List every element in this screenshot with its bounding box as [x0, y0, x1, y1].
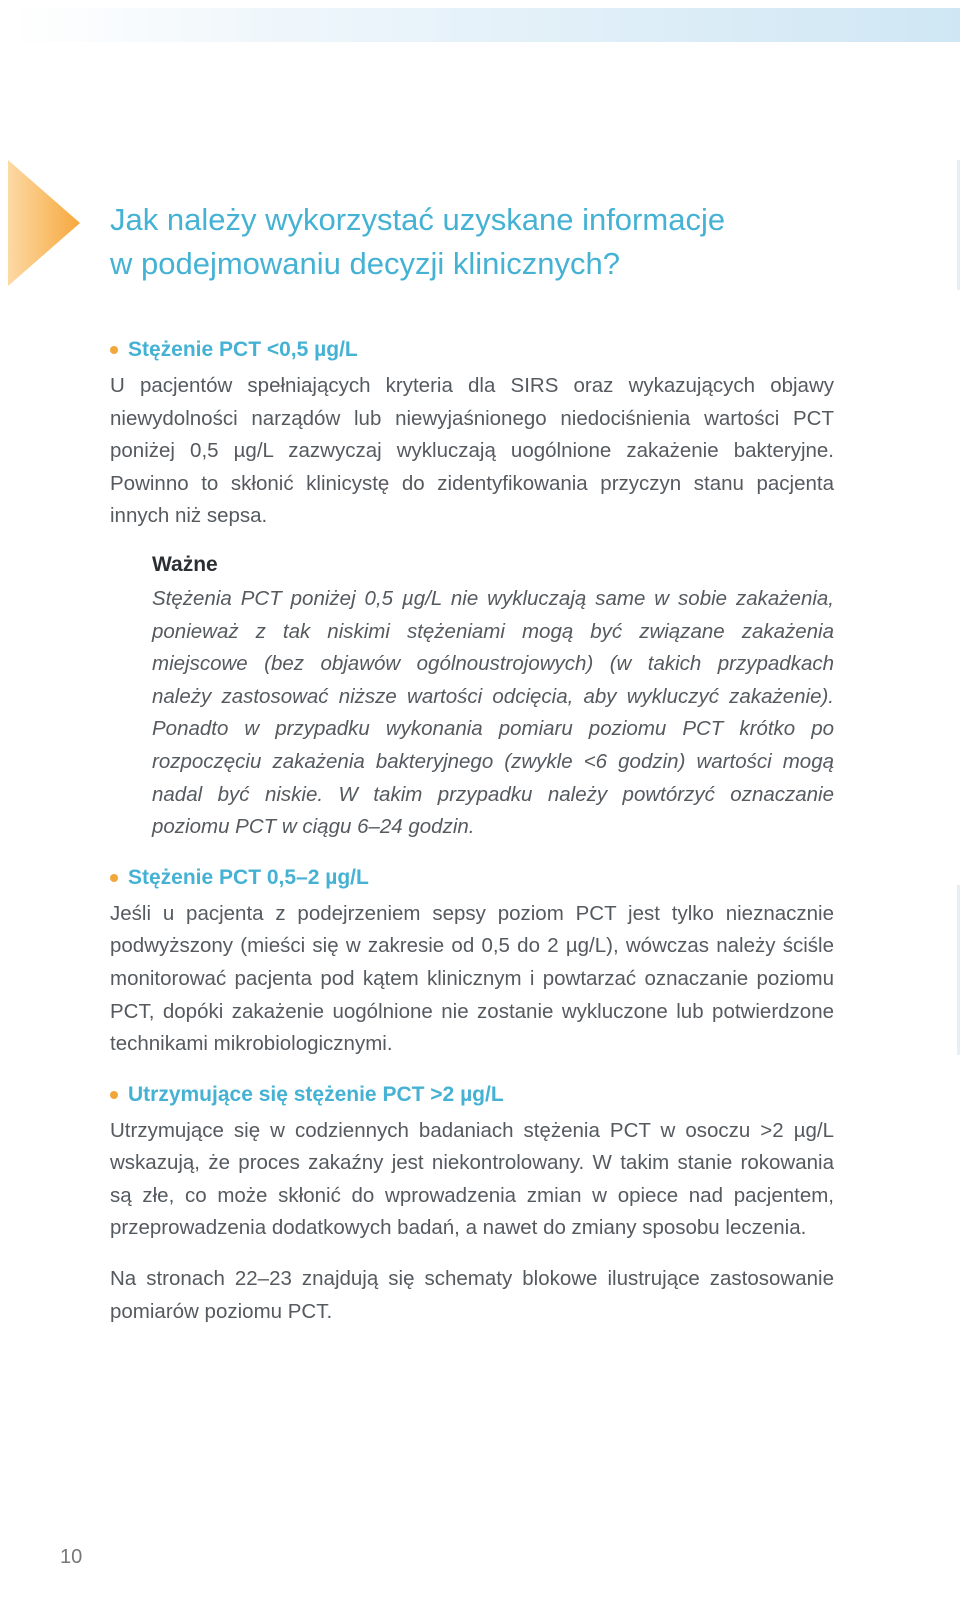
section-mid-pct — [110, 864, 834, 1061]
closing-text: Na stronach 22–23 znajdują się schematy blokowe ilustrujące zastosowanie pomiarów poziomu PCT. — [110, 1267, 834, 1323]
orange-arrow-icon — [8, 160, 80, 286]
section-title-text: Stężenie PCT <0,5 µg/L — [128, 338, 358, 361]
section-text: Utrzymujące się w codziennych badaniach stężenia PCT w osoczu >2 µg/L wskazują, że proces zakaźny jest niekontrolowany. W takim stanie rokowania są złe, co może skłonić do wprowadzenia zmian w opiece nad pacjentem, przeprowadzenia dodatkowych badań, a nawet do zmiany sposobu leczenia. — [110, 1118, 834, 1240]
section-text: U pacjentów spełniających kryteria dla SIRS oraz wykazujących objawy niewydolności narządów lub niewyjaśnionego niedociśnienia wartości PCT poniżej 0,5 µg/L zazwyczaj wykluczają uogólnione zakażenie bakteryjne. Powinno to skłonić klinicystę do zidentyfikowania przyczyn stanu pacjenta innych niż sepsa. — [110, 374, 834, 528]
bullet-icon — [110, 1091, 118, 1099]
page-heading — [110, 198, 834, 286]
page-number: 10 — [60, 1546, 83, 1568]
heading-line-1: Jak należy wykorzystać uzyskane informacje — [110, 202, 726, 237]
section-title-text: Utrzymujące się stężenie PCT >2 µg/L — [128, 1082, 504, 1106]
section-title — [110, 864, 834, 892]
section-text: Jeśli u pacjenta z podejrzeniem sepsy poziom PCT jest tylko nieznacznie podwyższony (mieści się w zakresie od 0,5 do 2 µg/L), wówczas należy ściśle monitorować pacjenta pod kątem klinicznym i powtarzać oznaczanie poziomu PCT, dopóki zakażenie uogólnione nie zostanie wykluczone lub potwierdzone technikami mikrobiologicznymi. — [110, 901, 834, 1056]
note-title: Ważne — [152, 552, 218, 576]
section-title — [110, 1081, 834, 1109]
section-low-pct — [110, 336, 834, 844]
note-text: Stężenia PCT poniżej 0,5 µg/L nie wykluczają same w sobie zakażenia, ponieważ z tak niskimi stężeniami mogą być związane zakażenia miejscowe (bez objawów ogólnoustrojowych) (w takich przypadkach należy zastosować niższe wartości odcięcia, aby wykluczyć zakażenie). Ponadto w przypadku wykonania pomiaru poziomu PCT krótko po rozpoczęciu zakażenia bakteryjnego (zwykle <6 godzin) wartości mogą nadal być niskie. W takim przypadku należy powtórzyć oznaczanie poziomu PCT w ciągu 6–24 godzin. — [152, 586, 834, 839]
section-title — [110, 336, 834, 364]
heading-line-2: w podejmowaniu decyzji klinicznych? — [110, 246, 621, 281]
section-high-pct — [110, 1081, 834, 1245]
bullet-icon — [110, 346, 118, 354]
top-decorative-band — [8, 8, 960, 42]
important-note — [152, 551, 834, 844]
main-content — [110, 198, 834, 1328]
bullet-icon — [110, 874, 118, 882]
section-title-text: Stężenie PCT 0,5–2 µg/L — [128, 865, 369, 889]
